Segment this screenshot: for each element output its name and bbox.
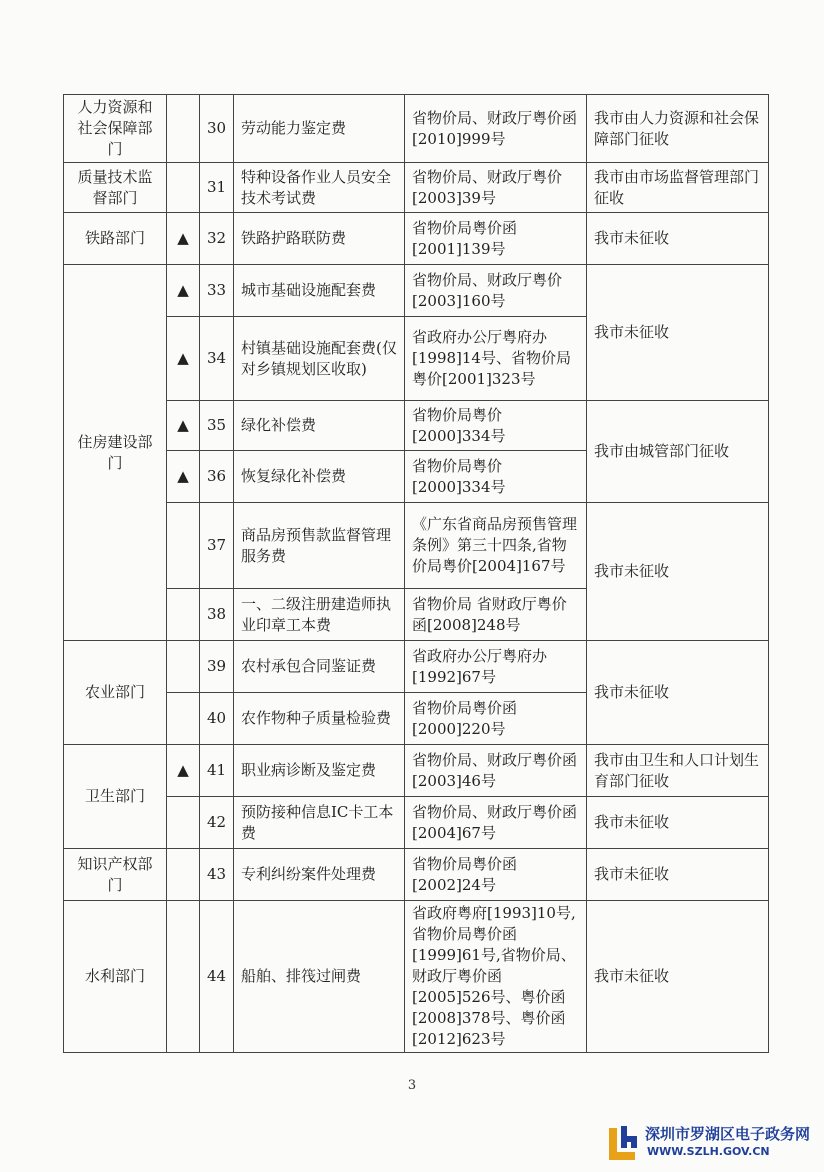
fee-basis: 省物价局、财政厅粤价函[2003]46号 — [405, 745, 587, 797]
table-row — [64, 849, 769, 901]
fee-basis: 省物价局、财政厅粤价函[2010]999号 — [405, 95, 587, 163]
fee-name: 铁路护路联防费 — [234, 213, 405, 265]
collection-status: 我市由人力资源和社会保障部门征收 — [587, 95, 769, 163]
item-number: 31 — [200, 163, 234, 213]
item-number: 44 — [200, 901, 234, 1053]
fee-basis: 省政府办公厅粤府办[1998]14号、省物价局粤价[2001]323号 — [405, 317, 587, 401]
watermark-url[interactable]: WWW.SZLH.GOV.CN — [647, 1145, 770, 1158]
item-number: 42 — [200, 797, 234, 849]
fee-basis: 省政府粤府[1993]10号,省物价局粤价函[1999]61号,省物价局、财政厅粤价函[2005]526号、粤价函[2008]378号、粤价函[2012]623号 — [405, 901, 587, 1053]
item-number: 40 — [200, 693, 234, 745]
collection-status: 我市未征收 — [587, 641, 769, 745]
collection-status: 我市未征收 — [587, 503, 769, 641]
mark-cell — [167, 503, 200, 589]
collection-status: 我市由市场监督管理部门征收 — [587, 163, 769, 213]
item-number: 39 — [200, 641, 234, 693]
dept-cell: 质量技术监督部门 — [64, 163, 167, 213]
item-number: 41 — [200, 745, 234, 797]
item-number: 43 — [200, 849, 234, 901]
fee-basis: 省物价局粤价[2000]334号 — [405, 451, 587, 503]
fee-name: 专利纠纷案件处理费 — [234, 849, 405, 901]
collection-status: 我市未征收 — [587, 901, 769, 1053]
item-number: 36 — [200, 451, 234, 503]
fee-basis: 《广东省商品房预售管理条例》第三十四条,省物价局粤价[2004]167号 — [405, 503, 587, 589]
fee-basis: 省政府办公厅粤府办[1992]67号 — [405, 641, 587, 693]
item-number: 37 — [200, 503, 234, 589]
item-number: 38 — [200, 589, 234, 641]
item-number: 32 — [200, 213, 234, 265]
mark-cell: ▲ — [167, 745, 200, 797]
fee-name: 城市基础设施配套费 — [234, 265, 405, 317]
fee-basis: 省物价局、财政厅粤价函[2004]67号 — [405, 797, 587, 849]
table-row — [64, 163, 769, 213]
site-logo-icon — [605, 1122, 641, 1162]
fee-name: 职业病诊断及鉴定费 — [234, 745, 405, 797]
fee-name: 特种设备作业人员安全技术考试费 — [234, 163, 405, 213]
fee-name: 商品房预售款监督管理服务费 — [234, 503, 405, 589]
fee-basis: 省物价局粤价[2000]334号 — [405, 401, 587, 451]
collection-status: 我市由城管部门征收 — [587, 401, 769, 503]
dept-cell: 水利部门 — [64, 901, 167, 1053]
table-row — [64, 641, 769, 693]
collection-status: 我市未征收 — [587, 797, 769, 849]
table-row — [64, 265, 769, 317]
collection-status: 我市未征收 — [587, 849, 769, 901]
dept-cell: 知识产权部门 — [64, 849, 167, 901]
mark-cell — [167, 797, 200, 849]
watermark-title: 深圳市罗湖区电子政务网 — [645, 1125, 811, 1143]
dept-cell: 卫生部门 — [64, 745, 167, 849]
fee-name: 一、二级注册建造师执业印章工本费 — [234, 589, 405, 641]
collection-status: 我市未征收 — [587, 213, 769, 265]
fee-name: 恢复绿化补偿费 — [234, 451, 405, 503]
table-row — [64, 745, 769, 797]
mark-cell: ▲ — [167, 317, 200, 401]
table-row — [64, 797, 769, 849]
collection-status: 我市由卫生和人口计划生育部门征收 — [587, 745, 769, 797]
mark-cell — [167, 641, 200, 693]
fee-basis: 省物价局粤价函[2000]220号 — [405, 693, 587, 745]
item-number: 34 — [200, 317, 234, 401]
dept-cell: 铁路部门 — [64, 213, 167, 265]
mark-cell: ▲ — [167, 401, 200, 451]
dept-cell: 人力资源和社会保障部门 — [64, 95, 167, 163]
table-row — [64, 401, 769, 451]
fee-name: 劳动能力鉴定费 — [234, 95, 405, 163]
fee-basis: 省物价局粤价函[2002]24号 — [405, 849, 587, 901]
item-number: 35 — [200, 401, 234, 451]
table-row — [64, 901, 769, 1053]
mark-cell: ▲ — [167, 213, 200, 265]
mark-cell: ▲ — [167, 451, 200, 503]
mark-cell: ▲ — [167, 265, 200, 317]
fee-basis: 省物价局 省财政厅粤价函[2008]248号 — [405, 589, 587, 641]
mark-cell — [167, 901, 200, 1053]
item-number: 30 — [200, 95, 234, 163]
item-number: 33 — [200, 265, 234, 317]
fee-basis: 省物价局、财政厅粤价[2003]39号 — [405, 163, 587, 213]
mark-cell — [167, 589, 200, 641]
fee-table — [63, 94, 769, 1053]
fee-name: 农村承包合同鉴证费 — [234, 641, 405, 693]
mark-cell — [167, 95, 200, 163]
fee-name: 农作物种子质量检验费 — [234, 693, 405, 745]
fee-name: 预防接种信息IC卡工本费 — [234, 797, 405, 849]
table-row — [64, 213, 769, 265]
table-row — [64, 503, 769, 589]
dept-cell: 住房建设部门 — [64, 265, 167, 641]
table-row — [64, 95, 769, 163]
fee-name: 村镇基础设施配套费(仅对乡镇规划区收取) — [234, 317, 405, 401]
mark-cell — [167, 849, 200, 901]
site-watermark — [605, 1120, 815, 1166]
dept-cell: 农业部门 — [64, 641, 167, 745]
fee-basis: 省物价局、财政厅粤价[2003]160号 — [405, 265, 587, 317]
mark-cell — [167, 163, 200, 213]
page-number: 3 — [407, 1078, 417, 1093]
collection-status: 我市未征收 — [587, 265, 769, 401]
fee-basis: 省物价局粤价函[2001]139号 — [405, 213, 587, 265]
fee-name: 船舶、排筏过闸费 — [234, 901, 405, 1053]
fee-name: 绿化补偿费 — [234, 401, 405, 451]
mark-cell — [167, 693, 200, 745]
